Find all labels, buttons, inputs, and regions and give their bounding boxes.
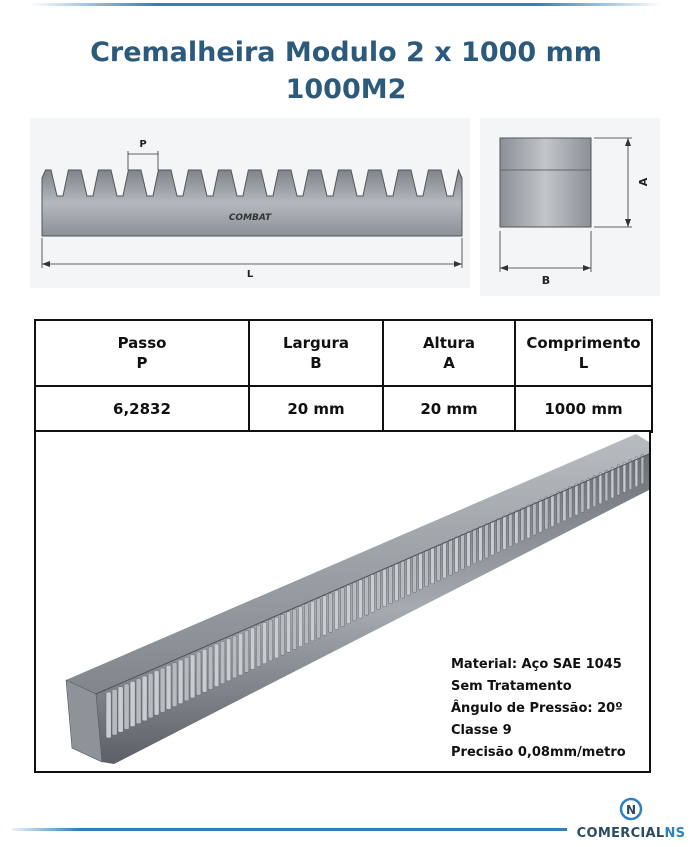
rack-tooth	[437, 545, 441, 581]
rack-tooth	[136, 679, 141, 724]
brand-logo	[576, 796, 686, 841]
rack-tooth	[304, 604, 308, 644]
rack-tooth	[268, 620, 272, 661]
rack-tooth	[425, 550, 429, 586]
rack-tooth	[346, 585, 350, 624]
rack-tooth	[142, 676, 147, 721]
rack-section-drawing	[480, 118, 660, 296]
rack-tooth	[334, 590, 338, 629]
rack-tooth	[479, 526, 483, 561]
rack-tooth	[118, 687, 123, 733]
rack-tooth	[605, 470, 608, 501]
rack-tooth	[623, 462, 626, 493]
rack-tooth	[383, 569, 387, 607]
value-comprimento: 1000 mm	[515, 386, 652, 432]
top-divider	[30, 3, 662, 6]
pitch-label: P	[139, 139, 147, 150]
rack-tooth	[413, 556, 417, 593]
rack-tooth	[328, 593, 332, 632]
rack-tooth	[539, 499, 542, 532]
rack-tooth	[166, 665, 171, 709]
rack-tooth	[220, 641, 225, 684]
rack-tooth	[178, 660, 183, 704]
value-passo: 6,2832	[35, 386, 249, 432]
rack-tooth	[184, 657, 189, 701]
material-notes	[451, 654, 626, 764]
product-photo-box	[34, 430, 651, 773]
rack-tooth	[322, 596, 326, 636]
brand-mark-letter: N	[625, 803, 637, 817]
note-precision: Precisão 0,08mm/metro	[451, 745, 626, 760]
rack-tooth	[569, 486, 572, 518]
rack-tooth	[641, 454, 644, 484]
rack-side-drawing	[30, 118, 470, 288]
rack-tooth	[112, 689, 117, 735]
header-comprimento: Comprimento L	[515, 320, 652, 386]
rack-tooth	[599, 473, 602, 504]
rack-tooth	[370, 574, 374, 612]
rack-section-svg	[480, 118, 660, 296]
length-label: L	[246, 269, 254, 280]
rack-tooth	[467, 532, 471, 567]
rack-tooth	[280, 614, 284, 655]
rack-tooth	[449, 540, 453, 576]
rack-tooth	[401, 561, 405, 598]
rack-tooth	[214, 644, 219, 687]
rack-tooth	[503, 516, 506, 550]
rack-tooth	[172, 663, 177, 707]
rack-tooth	[617, 465, 620, 496]
width-label: B	[541, 274, 551, 287]
height-label: A	[637, 177, 650, 187]
rack-tooth	[377, 572, 381, 610]
note-material: Material: Aço SAE 1045	[451, 657, 622, 672]
note-class: Classe 9	[451, 723, 512, 738]
rack-tooth	[431, 548, 435, 584]
rack-tooth	[124, 684, 129, 729]
rack-tooth	[358, 580, 362, 618]
rack-tooth	[106, 692, 111, 738]
rack-tooth	[389, 566, 393, 604]
section-square	[500, 138, 591, 227]
rack-tooth	[635, 457, 638, 487]
rack-tooth	[473, 529, 477, 564]
spec-value-row	[35, 386, 652, 432]
rack-tooth	[491, 521, 494, 555]
rack-tooth	[286, 612, 290, 653]
rack-tooth	[160, 668, 165, 712]
rack-tooth	[310, 601, 314, 641]
rack-tooth	[208, 647, 213, 690]
rack-tooth	[190, 655, 195, 698]
bottom-divider	[12, 828, 567, 831]
rack-tooth	[395, 564, 399, 601]
rack-tooth	[292, 609, 296, 649]
rack-tooth	[461, 534, 465, 569]
rack-tooth	[575, 483, 578, 515]
rack-tooth	[581, 481, 584, 513]
rack-side-svg	[30, 118, 470, 288]
rack-tooth	[316, 598, 320, 638]
rack-tooth	[485, 524, 489, 559]
header-passo: Passo P	[35, 320, 249, 386]
rack-tooth	[533, 502, 536, 535]
rack-tooth	[455, 537, 459, 573]
rack-tooth	[443, 542, 447, 578]
brand-stamp: COMBAT	[228, 213, 272, 223]
rack-tooth	[521, 507, 524, 541]
rack-tooth	[226, 639, 231, 681]
rack-tooth	[298, 606, 302, 646]
rack-tooth	[629, 459, 632, 489]
rack-tooth	[515, 510, 518, 544]
brand-name: COMERCIALNS	[576, 826, 686, 841]
rack-tooth	[545, 497, 548, 530]
spec-header-row	[35, 320, 652, 386]
rack-tooth	[563, 489, 566, 521]
rack-tooth	[557, 491, 560, 524]
spec-table	[34, 319, 653, 433]
rack-tooth	[202, 649, 207, 692]
rack-tooth	[593, 475, 596, 506]
rack-tooth	[509, 513, 512, 547]
value-largura: 20 mm	[249, 386, 383, 432]
header-largura: Largura B	[249, 320, 383, 386]
rack-tooth	[551, 494, 554, 527]
rack-tooth	[419, 553, 423, 590]
rack-tooth	[497, 518, 500, 552]
rack-tooth	[611, 467, 614, 498]
rack-tooth	[148, 673, 153, 718]
rack-tooth	[196, 652, 201, 695]
rack-tooth	[250, 628, 255, 670]
rack-tooth	[527, 505, 530, 538]
rack-tooth	[232, 636, 237, 678]
title-line-2: 1000M2	[285, 74, 407, 105]
rack-tooth	[154, 671, 159, 716]
rack-tooth	[587, 478, 590, 510]
rack-tooth	[274, 617, 278, 658]
rack-tooth	[352, 582, 356, 621]
rack-tooth	[244, 630, 249, 672]
note-treatment: Sem Tratamento	[451, 679, 572, 694]
rack-tooth	[340, 588, 344, 627]
page-title	[0, 34, 692, 108]
rack-body	[42, 170, 462, 236]
rack-tooth	[262, 622, 266, 663]
rack-tooth	[364, 577, 368, 615]
value-altura: 20 mm	[383, 386, 515, 432]
note-pressure-angle: Ângulo de Pressão: 20º	[451, 701, 623, 716]
header-altura: Altura A	[383, 320, 515, 386]
rack-tooth	[256, 625, 261, 667]
rack-tooth	[238, 633, 243, 675]
rack-tooth	[407, 558, 411, 595]
title-line-1: Cremalheira Modulo 2 x 1000 mm	[90, 37, 602, 68]
brand-mark-icon	[618, 796, 644, 822]
rack-tooth	[130, 681, 135, 726]
